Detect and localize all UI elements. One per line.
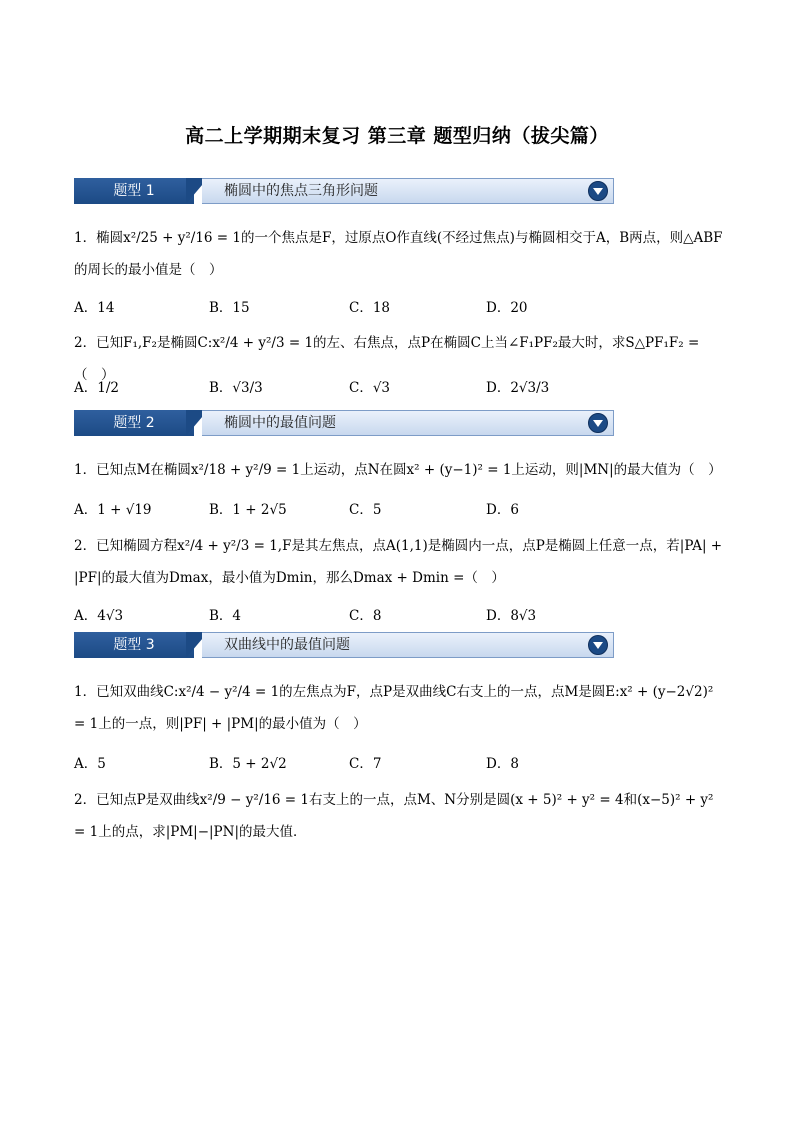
options-row xyxy=(74,296,674,318)
section-label: 椭圆中的最值问题 xyxy=(224,415,336,431)
option-d: D．2√3/3 xyxy=(486,380,550,396)
option-c: C．18 xyxy=(349,300,391,316)
question-text: 2．已知椭圆方程x²/4 + y²/3 = 1,F是其左焦点，点A(1,1)是椭圆内一点，点P是椭圆上任意一点，若|PA| + |PF|的最大值为Dmax，最小值为Dmin，那么Dmax + Dmin =（ ） xyxy=(74,538,723,586)
option-b: B．4 xyxy=(209,608,242,624)
section-banner-3 xyxy=(74,632,614,658)
options-row xyxy=(74,498,674,520)
page-title: 高二上学期期末复习 第三章 题型归纳（拔尖篇） xyxy=(185,125,609,147)
option-a: A．1/2 xyxy=(74,380,119,396)
chevron-down-icon[interactable] xyxy=(588,181,608,201)
chevron-down-icon[interactable] xyxy=(588,413,608,433)
options-row xyxy=(74,752,674,774)
question-text: 1．椭圆x²/25 + y²/16 = 1的一个焦点是F，过原点O作直线(不经过焦点)与椭圆相交于A，B两点，则△ABF的周长的最小值是（ ） xyxy=(74,230,723,278)
option-d: D．6 xyxy=(486,502,519,518)
options-row xyxy=(74,604,674,626)
question-text: 1．已知双曲线C:x²/4 − y²/4 = 1的左焦点为F，点P是双曲线C右支上的一点，点M是圆E:x² + (y−2√2)² = 1上的一点，则|PF| + |PM|的最小值为（ ） xyxy=(74,684,714,732)
option-b: B．5 + 2√2 xyxy=(209,756,287,772)
option-c: C．8 xyxy=(349,608,382,624)
chevron-down-icon[interactable] xyxy=(588,635,608,655)
option-d: D．20 xyxy=(486,300,528,316)
option-c: C．7 xyxy=(349,756,382,772)
question-text: 1．已知点M在椭圆x²/18 + y²/9 = 1上运动，点N在圆x² + (y−1)² = 1上运动，则|MN|的最大值为（ ） xyxy=(74,462,722,478)
option-d: D．8 xyxy=(486,756,519,772)
option-b: B．15 xyxy=(209,300,250,316)
section-tag: 题型 1 xyxy=(74,178,194,204)
option-a: A．1 + √19 xyxy=(74,502,152,518)
option-a: A．14 xyxy=(74,300,115,316)
question-text: 2．已知点P是双曲线x²/9 − y²/16 = 1右支上的一点，点M、N分别是圆(x + 5)² + y² = 4和(x−5)² + y² = 1上的点，求|PM|−|PN|的最大值． xyxy=(74,792,714,840)
question-text: 2．已知F₁,F₂是椭圆C:x²/4 + y²/3 = 1的左、右焦点，点P在椭圆C上当∠F₁PF₂最大时，求S△PF₁F₂ =（ ） xyxy=(74,335,700,383)
option-b: B．1 + 2√5 xyxy=(209,502,287,518)
section-label: 双曲线中的最值问题 xyxy=(224,637,350,653)
option-d: D．8√3 xyxy=(486,608,537,624)
option-b: B．√3/3 xyxy=(209,380,263,396)
option-c: C．5 xyxy=(349,502,382,518)
section-label: 椭圆中的焦点三角形问题 xyxy=(224,183,378,199)
options-row xyxy=(74,376,674,398)
option-c: C．√3 xyxy=(349,380,391,396)
option-a: A．5 xyxy=(74,756,106,772)
section-tag: 题型 3 xyxy=(74,632,194,658)
section-tag: 题型 2 xyxy=(74,410,194,436)
section-banner-2 xyxy=(74,410,614,436)
section-banner-1 xyxy=(74,178,614,204)
option-a: A．4√3 xyxy=(74,608,124,624)
